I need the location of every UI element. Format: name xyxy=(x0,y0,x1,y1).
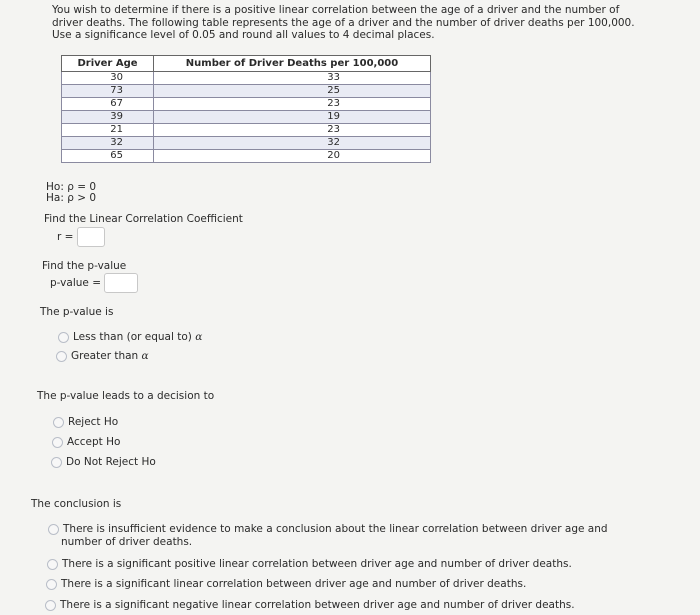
option-label: There is a significant linear correlation between driver age and number of driver deaths. xyxy=(61,578,527,590)
option-label: There is a significant negative linear correlation between driver age and number of driver deaths. xyxy=(60,599,575,611)
cell-deaths: 19 xyxy=(154,111,431,124)
alt-hypothesis: Ha: ρ > 0 xyxy=(46,192,97,204)
table-header-row xyxy=(62,56,431,72)
header-driver-deaths: Number of Driver Deaths per 100,000 xyxy=(154,56,431,72)
table-row xyxy=(62,98,431,111)
problem-line-1: You wish to determine if there is a positive linear correlation between the age of a driver and the number of xyxy=(52,4,620,16)
table-row xyxy=(62,124,431,137)
header-driver-age: Driver Age xyxy=(62,56,154,72)
cell-deaths: 32 xyxy=(154,137,431,150)
null-hypothesis: Ho: ρ = 0 xyxy=(46,181,97,193)
radio-button[interactable] xyxy=(52,437,63,448)
problem-line-2: driver deaths. The following table represents the age of a driver and the number of driver deaths per 100,000. xyxy=(52,16,635,29)
data-table xyxy=(61,55,431,163)
cell-age: 30 xyxy=(62,72,154,85)
option-label: Accept Ho xyxy=(67,436,121,448)
table-row xyxy=(62,85,431,98)
conclusion-prompt: The conclusion is xyxy=(31,498,122,510)
cell-deaths: 33 xyxy=(154,72,431,85)
radio-button[interactable] xyxy=(51,457,62,468)
table-row xyxy=(62,72,431,85)
problem-line-3: Use a significance level of 0.05 and round all values to 4 decimal places. xyxy=(52,29,435,41)
radio-button[interactable] xyxy=(53,417,64,428)
option-label: Less than (or equal to) xyxy=(73,331,196,343)
option-significant-positive[interactable] xyxy=(47,558,572,571)
radio-button[interactable] xyxy=(48,524,59,535)
cell-age: 67 xyxy=(62,98,154,111)
option-insufficient-evidence[interactable] xyxy=(48,523,608,536)
pvalue-label: p-value = xyxy=(50,277,101,289)
option-label: There is insufficient evidence to make a conclusion about the linear correlation between driver age and xyxy=(63,523,608,535)
option-accept-ho[interactable] xyxy=(52,436,120,449)
pvalue-compare-prompt: The p-value is xyxy=(40,306,114,318)
table-row xyxy=(62,150,431,163)
option-significant-negative[interactable] xyxy=(45,599,575,612)
correlation-row xyxy=(57,227,105,247)
problem-statement xyxy=(52,4,635,42)
correlation-input[interactable] xyxy=(77,227,105,247)
alpha-symbol: α xyxy=(195,331,203,343)
alpha-symbol: α xyxy=(141,350,149,362)
cell-age: 65 xyxy=(62,150,154,163)
option-reject-ho[interactable] xyxy=(53,416,118,429)
radio-button[interactable] xyxy=(47,559,58,570)
table-row xyxy=(62,111,431,124)
radio-button[interactable] xyxy=(46,579,57,590)
cell-deaths: 25 xyxy=(154,85,431,98)
option-less-than-alpha[interactable] xyxy=(58,331,202,344)
cell-deaths: 23 xyxy=(154,124,431,137)
cell-age: 73 xyxy=(62,85,154,98)
cell-deaths: 20 xyxy=(154,150,431,163)
option-do-not-reject-ho[interactable] xyxy=(51,456,156,469)
option-label: Reject Ho xyxy=(68,416,119,428)
option-label: Do Not Reject Ho xyxy=(66,456,156,468)
pvalue-row xyxy=(50,273,138,293)
table-row xyxy=(62,137,431,150)
option-label: There is a significant positive linear correlation between driver age and number of driver deaths. xyxy=(62,558,572,570)
cell-age: 39 xyxy=(62,111,154,124)
radio-button[interactable] xyxy=(58,332,69,343)
correlation-label: r = xyxy=(57,231,74,243)
correlation-prompt: Find the Linear Correlation Coefficient xyxy=(44,213,243,225)
option-label: Greater than xyxy=(71,350,142,362)
cell-age: 32 xyxy=(62,137,154,150)
option-significant[interactable] xyxy=(46,578,526,591)
cell-deaths: 23 xyxy=(154,98,431,111)
radio-button[interactable] xyxy=(45,600,56,611)
radio-button[interactable] xyxy=(56,351,67,362)
decision-prompt: The p-value leads to a decision to xyxy=(37,390,215,402)
cell-age: 21 xyxy=(62,124,154,137)
option-greater-than-alpha[interactable] xyxy=(56,350,149,363)
pvalue-prompt: Find the p-value xyxy=(42,260,127,272)
pvalue-input[interactable] xyxy=(104,273,138,293)
option-label-continued: number of driver deaths. xyxy=(61,536,193,548)
